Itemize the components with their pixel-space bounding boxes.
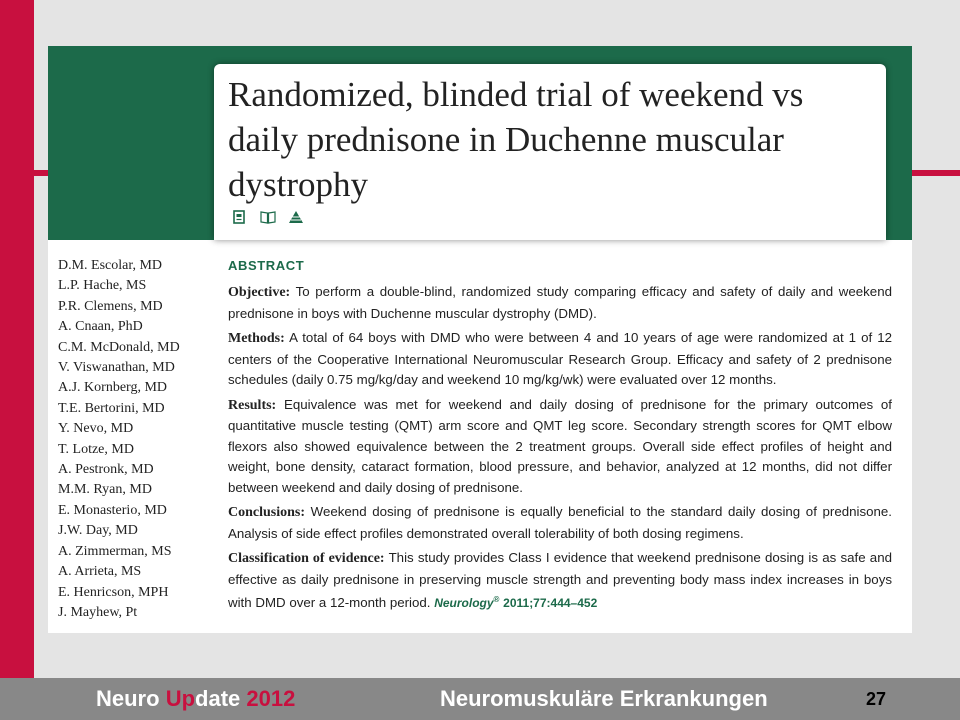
abstract-results <box>228 395 892 499</box>
author-name: E. Henricson, MPH <box>58 584 169 600</box>
author-name: A. Cnaan, PhD <box>58 319 143 335</box>
header-rule-right <box>912 170 960 176</box>
book-icon[interactable] <box>260 210 274 224</box>
citation: 2011;77:444–452 <box>503 596 598 610</box>
author-name: T. Lotze, MD <box>58 441 134 457</box>
slide-footer <box>0 678 960 720</box>
footer-brand: Neuro Update 2012 <box>96 686 296 711</box>
page-number: 27 <box>866 689 887 709</box>
abstract-conclusions <box>228 502 892 544</box>
author-name: T.E. Bertorini, MD <box>58 400 165 416</box>
section-text: Weekend dosing of prednisone is equally beneficial to the standard daily dosing of prednisone. Analysis of side effect profiles demonstrated overall tolerability of both dosing regimens. <box>228 504 892 541</box>
author-name: A. Arrieta, MS <box>58 564 142 580</box>
author-name: D.M. Escolar, MD <box>58 258 163 273</box>
abstract-objective <box>228 282 892 324</box>
section-label: Results: <box>228 397 277 413</box>
author-name: A.J. Kornberg, MD <box>58 380 168 396</box>
abstract-heading: ABSTRACT <box>228 258 305 273</box>
article-title: Randomized, blinded trial of weekend vs daily prednisone in Duchenne muscular dystrophy <box>228 75 804 204</box>
section-label: Methods: <box>228 331 285 346</box>
registered-mark: ® <box>493 595 500 604</box>
author-name: A. Pestronk, MD <box>58 462 154 478</box>
author-name: J. Mayhew, Pt <box>58 604 138 620</box>
abstract-methods <box>228 328 892 391</box>
evidence-pyramid-icon[interactable] <box>288 210 302 224</box>
article-screenshot <box>48 46 912 633</box>
supplemental-data-icon[interactable] <box>232 210 246 224</box>
author-name: A. Zimmerman, MS <box>58 543 172 559</box>
author-name: E. Monasterio, MD <box>58 502 167 518</box>
author-name: C.M. McDonald, MD <box>58 339 180 355</box>
footer-topic: Neuromuskuläre Erkrankungen <box>440 686 768 711</box>
section-text: This study provides Class I evidence that weekend prednisone dosing is as safe and effective as daily prednisone in preserving muscle strength and preventing body mass index increases in boys with DMD over a 12-month period. <box>228 550 892 610</box>
header-rule-left <box>34 170 48 176</box>
section-text: A total of 64 boys with DMD who were between 4 and 10 years of age were randomized at 1 of 12 centers of the Cooperative International Neuromuscular Research Group. Efficacy and safety of 2 prednisone schedules (daily 0.75 mg/kg/day and weekend 10 mg/kg/wk) were evaluated over 12 months. <box>228 330 892 387</box>
abstract-body <box>228 282 892 618</box>
footer-year: 2012 <box>246 686 296 711</box>
author-name: Y. Nevo, MD <box>58 421 134 437</box>
author-name: L.P. Hache, MS <box>58 278 147 294</box>
section-label: Objective: <box>228 285 291 300</box>
section-label: Conclusions: <box>228 505 306 520</box>
author-name: M.M. Ryan, MD <box>58 482 152 498</box>
author-name: V. Viswanathan, MD <box>58 360 175 376</box>
section-text: Equivalence was met for weekend and daily dosing of prednisone for the primary outcomes of quantitative muscle testing (QMT) arm score and QMT leg score. Secondary strength scores for QMT elbow flexors also showed equivalence between the 2 treatment groups. Overall side effect profiles of height and weight, bone density, cataract formation, blood pressure, and behavior, analyzed at 12 months, did not differ between weekend and daily dosing of prednisone. <box>228 396 892 495</box>
section-label: Classification of evidence: <box>228 551 385 566</box>
section-text: To perform a double-blind, randomized study comparing efficacy and safety of daily and weekend prednisone in boys with Duchenne muscular dystrophy (DMD). <box>228 284 892 321</box>
author-list <box>58 256 218 623</box>
journal-name: Neurology® <box>434 595 500 610</box>
abstract-classification <box>228 548 892 614</box>
left-accent-bar <box>0 0 34 720</box>
author-name: J.W. Day, MD <box>58 523 138 539</box>
author-name: P.R. Clemens, MD <box>58 298 163 314</box>
article-icons <box>232 210 302 224</box>
